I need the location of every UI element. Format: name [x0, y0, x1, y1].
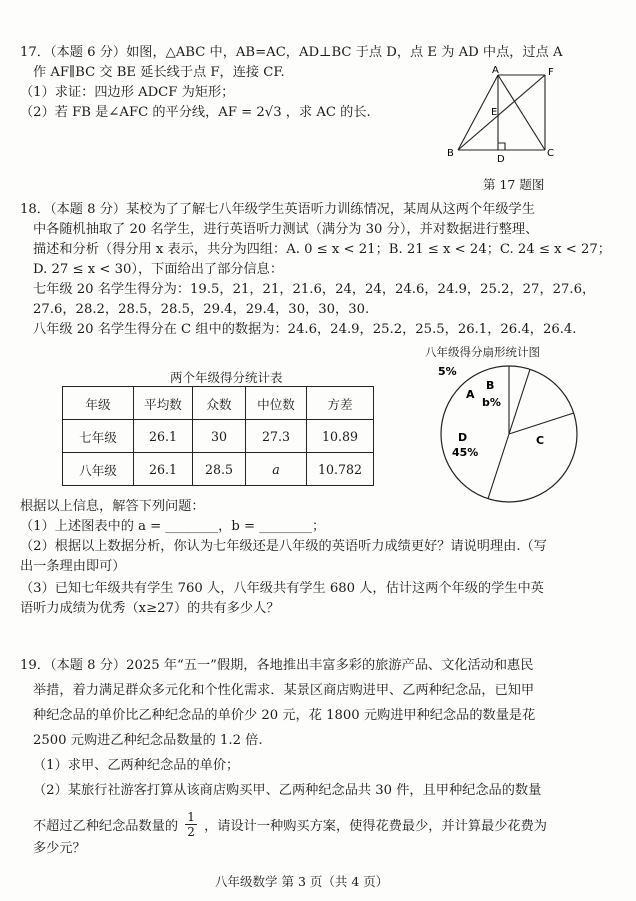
- table-cell: 27.3: [246, 420, 307, 453]
- table-cell: 10.89: [307, 420, 374, 453]
- vertex-a-label: A: [492, 66, 499, 76]
- q18-grade7-scores-line2: 27.6，28.2，28.5，28.5，29.4，29.4，30，30，30.: [33, 302, 370, 317]
- pie-d-label: D: [458, 431, 468, 444]
- pie-c-label: C: [536, 434, 545, 447]
- q18-line2: 中各随机抽取了 20 名学生，进行英语听力测试（满分为 30 分），并对数据进行整理、: [33, 222, 539, 237]
- fraction-numerator: 1: [187, 810, 195, 824]
- pie-slice-boundary-c: [509, 413, 574, 434]
- q19-line3: 种纪念品的单价比乙种纪念品的单价少 20 元，花 1800 元购进甲种纪念品的数量是花: [33, 708, 536, 723]
- table-header-cell: 众数: [193, 387, 246, 420]
- pie-a-label: A: [466, 388, 475, 401]
- q19-line1: 19．（本题 8 分）2025 年“五一”假期，各地推出丰富多彩的旅游产品、文化活动和惠民: [20, 658, 534, 673]
- q19-part2-post-text: ，请设计一种购买方案，使得花费最少，并计算最少花费为: [204, 819, 547, 834]
- pie-b-label: B: [486, 379, 495, 392]
- pie-b-percent: b%: [482, 396, 501, 409]
- table-row: [63, 453, 374, 486]
- vertex-b-label: B: [447, 148, 454, 159]
- table-cell: 28.5: [193, 453, 246, 486]
- q19-part1: （1）求甲、乙两种纪念品的单价；: [33, 758, 240, 773]
- vertex-e-label: E: [491, 107, 498, 118]
- stat-table-title: 两个年级得分统计表: [170, 370, 283, 385]
- q18-line3: 描述和分析（得分用 x 表示，共分为四组：A. 0 ≤ x < 21；B. 21 ≤ x < 24；C. 24 ≤ x < 27；: [33, 242, 611, 257]
- q17-line2: 作 AF∥BC 交 BE 延长线于点 F，连接 CF.: [33, 65, 285, 80]
- vertex-d-label: D: [497, 154, 505, 165]
- table-header-cell: 方差: [307, 387, 374, 420]
- pie-chart-title: 八年级得分扇形统计图: [425, 345, 540, 359]
- q18-answer-intro: 根据以上信息，解答下列问题：: [20, 499, 205, 514]
- q18-sub2-line2: 出一条理由即可）: [20, 559, 126, 574]
- pie-chart: [414, 360, 614, 510]
- q18-grade7-scores-line1: 七年级 20 名学生得分为：19.5，21，21，21.6，24，24，24.6，24.9，25.2，27，27.6，: [33, 282, 596, 297]
- q18-sub3-line1: （3）已知七年级共有学生 760 人，八年级共有学生 680 人，估计这两个年级的学生中英: [20, 581, 544, 596]
- q19-line2: 举措，着力满足群众多元化和个性化需求．某景区商店购进甲、乙两种纪念品，已知甲: [33, 683, 535, 698]
- table-cell: 10.782: [307, 453, 374, 486]
- q18-grade8-c-scores: 八年级 20 名学生得分在 C 组中的数据为：24.6，24.9，25.2，25.5，26.1，26.4，26.4.: [33, 322, 577, 337]
- table-cell: 26.1: [134, 453, 193, 486]
- table-cell: 七年级: [63, 420, 134, 453]
- table-row: [63, 420, 374, 453]
- pie-slice-boundary-b: [509, 369, 530, 434]
- vertex-f-label: F: [548, 67, 554, 78]
- q18-sub3-line2: 语听力成绩为优秀（x≥27）的共有多少人？: [20, 601, 280, 616]
- q18-line1: 18．（本题 8 分）某校为了了解七八年级学生英语听力训练情况，某周从这两个年级学生: [20, 202, 535, 217]
- q18-sub1: （1）上述图表中的 a = ________，b = ________；: [20, 519, 326, 534]
- vertex-c-label: C: [547, 148, 554, 159]
- table-header-row: [63, 387, 374, 420]
- table-header-cell: 年级: [63, 387, 134, 420]
- q18-line4: D. 27 ≤ x < 30），下面给出了部分信息：: [33, 262, 284, 277]
- pie-d-percent: 45%: [452, 446, 479, 459]
- table-header-cell: 中位数: [246, 387, 307, 420]
- q19-line4: 2500 元购进乙种纪念品数量的 1.2 倍.: [33, 733, 263, 748]
- q19-part2-line1: （2）某旅行社游客打算从该商店购买甲、乙两种纪念品共 30 件，且甲种纪念品的数量: [33, 783, 542, 798]
- table-cell: 26.1: [134, 420, 193, 453]
- pie-slice-boundary-d: [488, 434, 509, 499]
- stat-table: [62, 386, 374, 486]
- q19-part2-line2: [33, 812, 547, 841]
- q18-sub2-line1: （2）根据以上数据分析，你认为七年级还是八年级的英语听力成绩更好？请说明理由.（写: [20, 539, 547, 554]
- q17-line1: 17．（本题 6 分）如图，△ABC 中，AB=AC，AD⊥BC 于点 D，点 E 为 AD 中点，过点 A: [20, 45, 563, 60]
- pie-a-percent: 5%: [438, 365, 457, 378]
- table-header-cell: 平均数: [134, 387, 193, 420]
- q17-part1: （1）求证：四边形 ADCF 为矩形；: [20, 85, 235, 100]
- table-cell: 八年级: [63, 453, 134, 486]
- q19-part2-pre-text: 不超过乙种纪念品数量的: [33, 819, 179, 834]
- q17-geometry-figure: [440, 66, 560, 192]
- q17-figure-caption: 第 17 题图: [483, 177, 545, 192]
- table-cell: a: [246, 453, 307, 486]
- table-cell: 30: [193, 420, 246, 453]
- fraction-denominator: 2: [187, 825, 195, 839]
- q19-part2-line3: 多少元？: [33, 841, 86, 856]
- fraction: [185, 810, 197, 839]
- page-footer: 八年级数学 第 3 页（共 4 页）: [215, 874, 389, 889]
- q17-part2: （2）若 FB 是∠AFC 的平分线，AF = 2√3 ，求 AC 的长.: [20, 105, 371, 120]
